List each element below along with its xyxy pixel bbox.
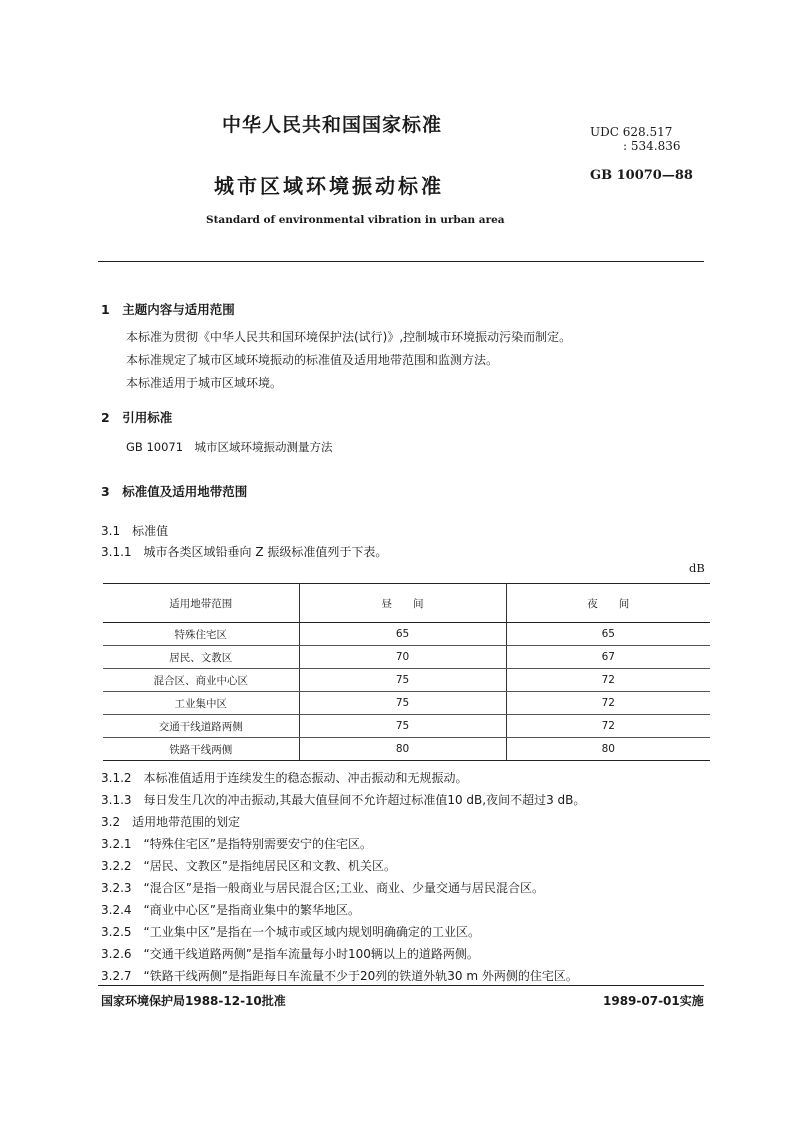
udc-code	[590, 125, 680, 153]
table-row	[103, 669, 710, 692]
udc-line-1: UDC 628.517	[590, 125, 673, 139]
section-1-paragraph-1: 本标准为贯彻《中华人民共和国环境保护法(试行)》,控制城市环境振动污染而制定。	[126, 330, 572, 344]
section-1-paragraph-3: 本标准适用于城市区域环境。	[126, 376, 283, 390]
header-zone: 适用地带范围	[103, 584, 299, 623]
standard-title: 城市区域环境振动标准	[214, 174, 444, 198]
header-night: 夜 间	[506, 584, 710, 623]
clause-3-1-3: 3.1.3 每日发生几次的冲击振动,其最大值昼间不允许超过标准值10 dB,夜间不超过3 dB。	[101, 793, 586, 807]
footer-divider	[98, 985, 704, 986]
night-value-cell: 72	[506, 715, 710, 738]
table-row	[103, 715, 710, 738]
clause-3-1-2: 3.1.2 本标准值适用于连续发生的稳态振动、冲击振动和无规振动。	[101, 771, 468, 785]
night-value-cell: 80	[506, 738, 710, 761]
zone-cell: 混合区、商业中心区	[103, 669, 299, 692]
section-2-heading: 2 引用标准	[101, 410, 173, 425]
night-value-cell: 72	[506, 692, 710, 715]
zone-cell: 工业集中区	[103, 692, 299, 715]
unit-label: dB	[689, 561, 705, 575]
table-row	[103, 738, 710, 761]
zone-cell: 交通干线道路两侧	[103, 715, 299, 738]
table-row	[103, 692, 710, 715]
zone-cell: 铁路干线两侧	[103, 738, 299, 761]
day-value-cell: 75	[299, 692, 506, 715]
clause-3-2-1: 3.2.1 “特殊住宅区”是指特别需要安宁的住宅区。	[101, 837, 372, 851]
standard-values-table	[103, 583, 710, 761]
section-3-heading: 3 标准值及适用地带范围	[101, 484, 248, 499]
clause-3-2-7: 3.2.7 “铁路干线两侧”是指距每日车流量不少于20列的铁道外轨30 m 外两侧的住宅区。	[101, 969, 578, 983]
section-1-heading: 1 主题内容与适用范围	[101, 302, 235, 317]
night-value-cell: 67	[506, 646, 710, 669]
day-value-cell: 75	[299, 715, 506, 738]
standard-category-title: 中华人民共和国国家标准	[222, 114, 443, 136]
table-row	[103, 623, 710, 646]
clause-3-2-4: 3.2.4 “商业中心区”是指商业集中的繁华地区。	[101, 903, 360, 917]
section-3-1-heading: 3.1 标准值	[101, 524, 169, 538]
clause-3-2-2: 3.2.2 “居民、文教区”是指纯居民区和文教、机关区。	[101, 859, 396, 873]
udc-line-2: : 534.836	[623, 139, 681, 153]
day-value-cell: 80	[299, 738, 506, 761]
header-divider	[98, 261, 704, 262]
clause-3-2-5: 3.2.5 “工业集中区”是指在一个城市或区域内规划明确确定的工业区。	[101, 925, 480, 939]
section-1-paragraph-2: 本标准规定了城市区域环境振动的标准值及适用地带范围和监测方法。	[126, 353, 499, 367]
gb-number: GB 10070—88	[590, 168, 693, 183]
table-row	[103, 646, 710, 669]
english-title: Standard of environmental vibration in urban area	[206, 214, 505, 226]
approval-note: 国家环境保护局1988-12-10批准	[101, 994, 286, 1008]
clause-3-2-3: 3.2.3 “混合区”是指一般商业与居民混合区;工业、商业、少量交通与居民混合区。	[101, 881, 545, 895]
zone-cell: 特殊住宅区	[103, 623, 299, 646]
clause-3-2: 3.2 适用地带范围的划定	[101, 815, 241, 829]
day-value-cell: 75	[299, 669, 506, 692]
zone-cell: 居民、文教区	[103, 646, 299, 669]
table-header-row	[103, 584, 710, 623]
day-value-cell: 65	[299, 623, 506, 646]
clause-3-2-6: 3.2.6 “交通干线道路两侧”是指车流量每小时100辆以上的道路两侧。	[101, 947, 479, 961]
day-value-cell: 70	[299, 646, 506, 669]
effective-date: 1989-07-01实施	[603, 994, 704, 1008]
night-value-cell: 65	[506, 623, 710, 646]
section-3-1-1-text: 3.1.1 城市各类区域铅垂向 Z 振级标准值列于下表。	[101, 545, 388, 559]
section-2-reference: GB 10071 城市区域环境振动测量方法	[126, 440, 333, 454]
night-value-cell: 72	[506, 669, 710, 692]
header-day: 昼 间	[299, 584, 506, 623]
